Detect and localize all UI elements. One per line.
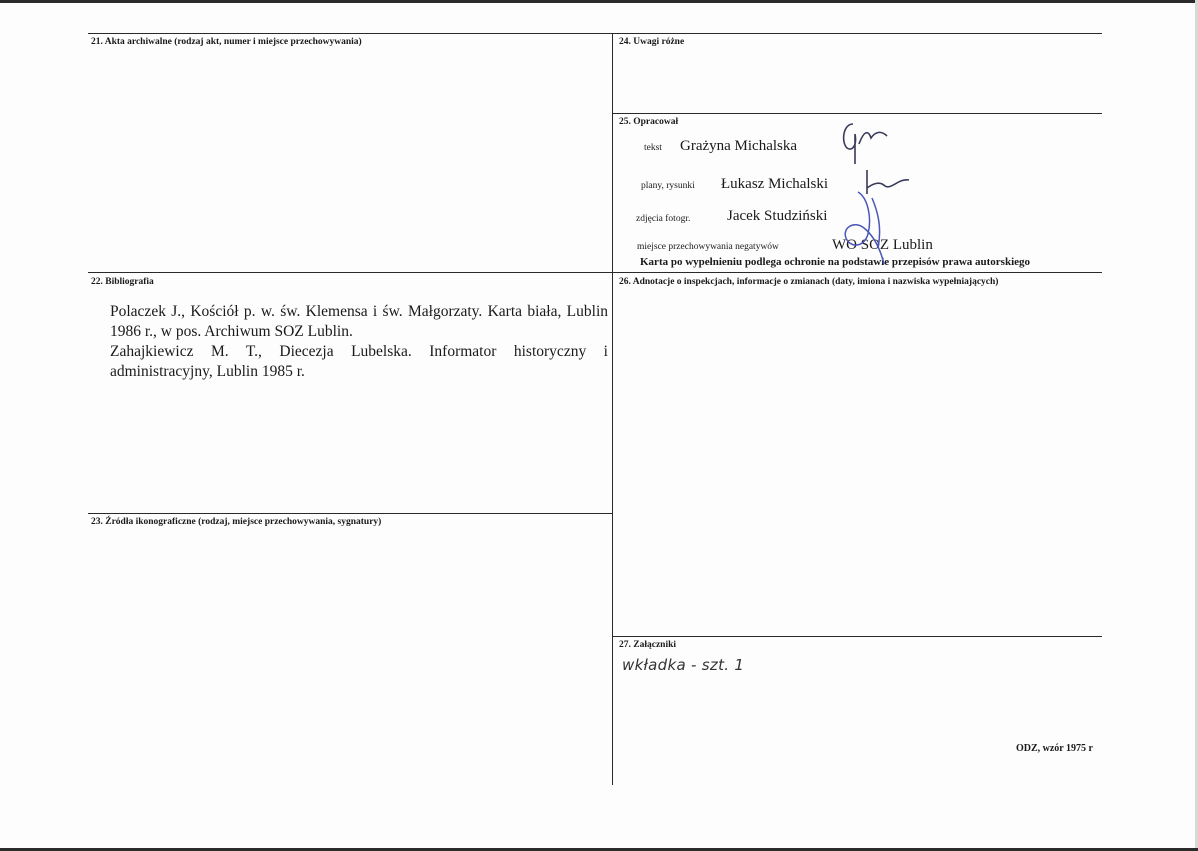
section-22-label: 22. Bibliografia <box>91 277 154 287</box>
plany-value: Łukasz Michalski <box>721 176 829 192</box>
section-25-label: 25. Opracował <box>619 117 679 127</box>
copyright-notice: Karta po wypełnieniu podlega ochronie na podstawie przepisów prawa autorskiego <box>640 256 1031 268</box>
section-21-label: 21. Akta archiwalne (rodzaj akt, numer i miejsce przechowywania) <box>91 37 362 47</box>
section-23-label: 23. Źródła ikonograficzne (rodzaj, miejsce przechowywania, sygnatury) <box>91 517 382 527</box>
plany-label: plany, rysunki <box>641 181 695 191</box>
signature-michalska <box>835 118 895 168</box>
zdjecia-label: zdjęcia fotogr. <box>636 214 691 224</box>
rule-21-22 <box>88 272 612 273</box>
form-version: ODZ, wzór 1975 r <box>1015 743 1093 754</box>
scan-top-edge <box>0 0 1198 3</box>
section-24-label: 24. Uwagi różne <box>619 37 685 47</box>
bibliography-text <box>110 302 608 382</box>
center-divider <box>612 33 613 785</box>
zdjecia-value: Jacek Studziński <box>727 208 828 224</box>
tekst-label: tekst <box>644 143 662 153</box>
section-27-label: 27. Załączniki <box>619 640 677 650</box>
rule-25-26 <box>613 272 1102 273</box>
tekst-value: Grażyna Michalska <box>680 138 798 154</box>
negatywy-value: WO SOZ Lublin <box>832 237 933 253</box>
section-26-label: 26. Adnotacje o inspekcjach, informacje o zmianach (daty, imiona i nazwiska wypełniających) <box>619 277 999 287</box>
rule-24-25 <box>613 113 1102 114</box>
rule-22-23 <box>88 513 612 514</box>
negatywy-label: miejsce przechowywania negatywów <box>637 242 779 252</box>
signature-studzinski <box>828 188 898 268</box>
bibliography-entry: Zahajkiewicz M. T., Diecezja Lubelska. Informator historyczny i administracyjny, Lublin 1985 r. <box>110 343 608 380</box>
top-rule <box>88 33 1102 34</box>
rule-26-27 <box>613 636 1102 637</box>
attachments-handwritten: wkładka - szt. 1 <box>622 656 745 674</box>
bibliography-entry: Polaczek J., Kościół p. w. św. Klemensa i św. Małgorzaty. Karta biała, Lublin 1986 r., w pos. Archiwum SOZ Lublin. <box>110 303 608 340</box>
